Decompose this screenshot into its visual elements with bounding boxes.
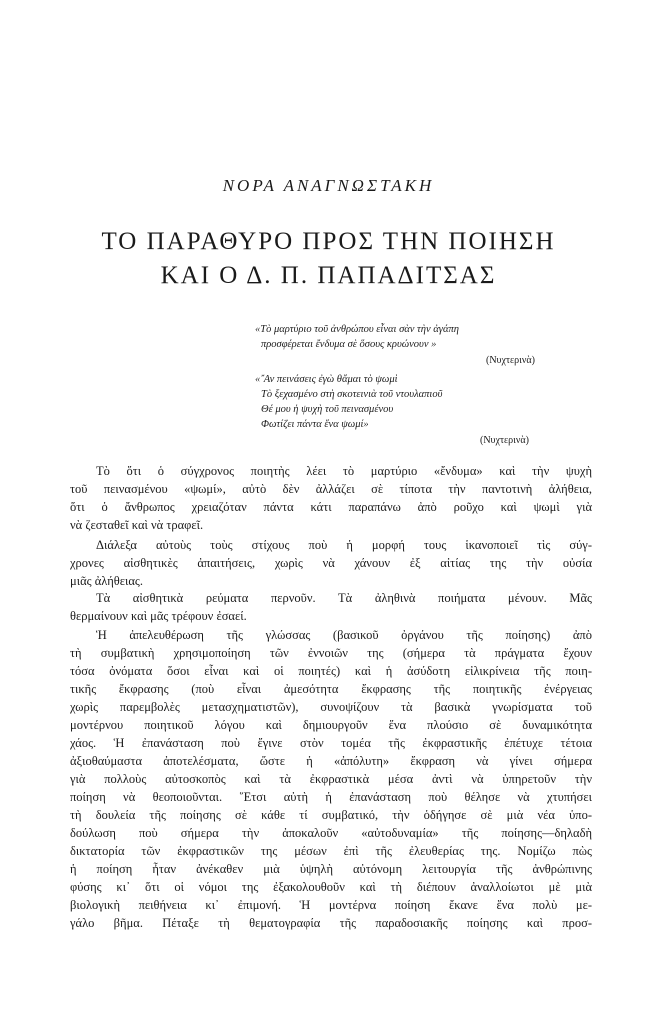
epigraph-line: προσφέρεται ἔνδυμα σὲ ὅσους κρυώνουν »	[261, 339, 437, 350]
epigraph-1-source: (Νυχτερινὰ)	[486, 355, 535, 366]
paragraph-line: τὴ δουλεία τῆς ποίησης σὲ κάθε τί συμβατικό, τὴν ὁδήγησε σὲ μιὰ νέα ὑπο-	[70, 808, 592, 822]
paragraph-3	[70, 589, 592, 625]
paragraph-line: τόσα ὀνόματα ὅσοι εἶναι καὶ οἱ ποιητές) καὶ ἡ ἀσύδοτη εἰλικρίνεια τῆς ποιη-	[70, 664, 592, 678]
epigraph-1	[255, 322, 555, 352]
epigraph-line: Τὸ ξεχασμένο στὴ σκοτεινιὰ τοῦ ντουλαπιοῦ	[261, 389, 443, 400]
paragraph-line: γιὰ πολλοὺς αὐτοσκοπὸς καὶ τὰ ἐκφραστικὰ μέσα ἀντὶ νὰ ὑπηρετοῦν τὴν	[70, 772, 592, 786]
paragraph-2	[70, 536, 592, 590]
paragraph-line: Τὰ αἰσθητικὰ ρεύματα περνοῦν. Τὰ ἀληθινὰ ποιήματα μένουν. Μᾶς	[96, 591, 592, 605]
paragraph-line: χωρὶς παρεμβολὲς μετασχηματιστῶν), συνοψίζουν τὰ βασικὰ γνωρίσματα τοῦ	[70, 700, 592, 714]
paragraph-line: ποίηση νὰ θεοποιοῦνται. ῞Ετσι αὐτὴ ἡ ἐπανάσταση ποὺ θέλησε νὰ χτυπήσει	[70, 790, 592, 804]
paragraph-line: νὰ ζεσταθεῖ καὶ νὰ τραφεῖ.	[70, 518, 204, 532]
paragraph-line: γάλο βῆμα. Πέταξε τὴ θεματογραφία τῆς παραδοσιακῆς ποίησης καὶ προσ-	[70, 916, 592, 930]
paragraph-line: Τὸ ὅτι ὁ σύγχρονος ποιητὴς λέει τὸ μαρτύριο «ἔνδυμα» καὶ τὴν ψυχὴ	[96, 464, 592, 478]
paragraph-1	[70, 462, 592, 534]
epigraph-line: Φωτίζει πάντα ἕνα ψωμί»	[261, 419, 369, 430]
paragraph-line: ἡ ποίηση ἦταν ἀνέκαθεν μιὰ ὑψηλὴ αὐτόνομη λειτουργία τῆς ἀνθρώπινης	[70, 862, 592, 876]
paragraph-4	[70, 626, 592, 932]
paragraph-line: τὴ συμβατικὴ χρησιμοποίηση τῶν ἐννοιῶν της (σήμερα τὰ πράγματα ἔχουν	[70, 646, 592, 660]
author-name: ΝΟΡΑ ΑΝΑΓΝΩΣΤΑΚΗ	[222, 176, 435, 195]
epigraph-line: «῎Αν πεινάσεις ἐγὼ θἄμαι τὸ ψωμὶ	[255, 374, 398, 385]
paragraph-line: χάος. Ἡ ἐπανάσταση ποὺ ἔγινε στὸν τομέα τῆς ἐκφραστικῆς ἐπέτυχε τέτοια	[70, 736, 592, 750]
article-title-line-1: ΤΟ ΠΑΡΑΘΥΡΟ ΠΡΟΣ ΤΗΝ ΠΟΙΗΣΗ	[101, 228, 556, 255]
paragraph-line: δούλωση ποὺ σήμερα τὴν ἀποκαλοῦν «αὐτοδυναμία» τῆς ποίησης—δηλαδὴ	[70, 826, 592, 840]
paragraph-line: τοῦ πεινασμένου «ψωμί», αὐτὸ δὲν ἀλλάζει σὲ τίποτα τὴν παντοτινὴ ἀλήθεια,	[70, 482, 592, 496]
paragraph-line: χρονες αἰσθητικὲς ἀπαιτήσεις, χωρὶς νὰ χάνουν ἐξ αἰτίας της τὴν οὐσία	[70, 556, 592, 570]
paragraph-line: μοντέρνου ποιητικοῦ λόγου καὶ δημιουργοῦν ἕνα πλούσιο σὲ δυναμικότητα	[70, 718, 592, 732]
paragraph-line: βιολογικὴ πειθήνεια κι᾿ ἐπιμονή. Ἡ μοντέρνα ποίηση ἔκανε ἕνα πολὺ με-	[70, 898, 592, 912]
epigraph-2-source: (Νυχτερινὰ)	[480, 435, 529, 446]
paragraph-line: Διάλεξα αὐτοὺς τοὺς στίχους ποὺ ἡ μορφή τους ἱκανοποιεῖ τὶς σύγ-	[96, 538, 592, 552]
paragraph-line: δικτατορία τῶν ἐκφραστικῶν της μέσων ἐπὶ τῆς ἐλευθερίας της. Νομίζω πὼς	[70, 844, 592, 858]
article-title-line-2: ΚΑΙ Ο Δ. Π. ΠΑΠΑΔΙΤΣΑΣ	[160, 262, 497, 289]
paragraph-line: τικῆς ἔκφρασης (ποὺ εἶναι ἀμεσότητα ἔκφρασης τῆς ποιητικῆς ἐνέργειας	[70, 682, 592, 696]
epigraph-line: Θέ μου ἡ ψυχὴ τοῦ πεινασμένου	[261, 404, 394, 415]
paragraph-line: μιᾶς ἀλήθειας.	[70, 574, 143, 588]
paragraph-line: Ἡ ἀπελευθέρωση τῆς γλώσσας (βασικοῦ ὀργάνου τῆς ποίησης) ἀπὸ	[96, 628, 592, 642]
paragraph-line: ἀξιοθαύμαστα ἀποτελέσματα, ὥστε ἡ «ἀπόλυτη» ἔκφραση νὰ γίνει σήμερα	[70, 754, 592, 768]
epigraph-2	[255, 372, 555, 432]
paragraph-line: θερμαίνουν καὶ μᾶς τρέφουν ἐσαεί.	[70, 609, 247, 623]
paragraph-line: φύσης κι᾿ ὅτι οἱ νόμοι της ἐξακολουθοῦν καὶ τὴ διέπουν ἀναλλοίωτοι μὲ μιὰ	[70, 880, 592, 894]
paragraph-line: ὅτι ὁ ἄνθρωπος χρειαζόταν πάντα κάτι παραπάνω ἀπὸ ροῦχο καὶ ψωμὶ γιὰ	[70, 500, 592, 514]
epigraph-line: «Τὸ μαρτύριο τοῦ ἀνθρώπου εἶναι σὰν τὴν ἀγάπη	[255, 324, 459, 335]
